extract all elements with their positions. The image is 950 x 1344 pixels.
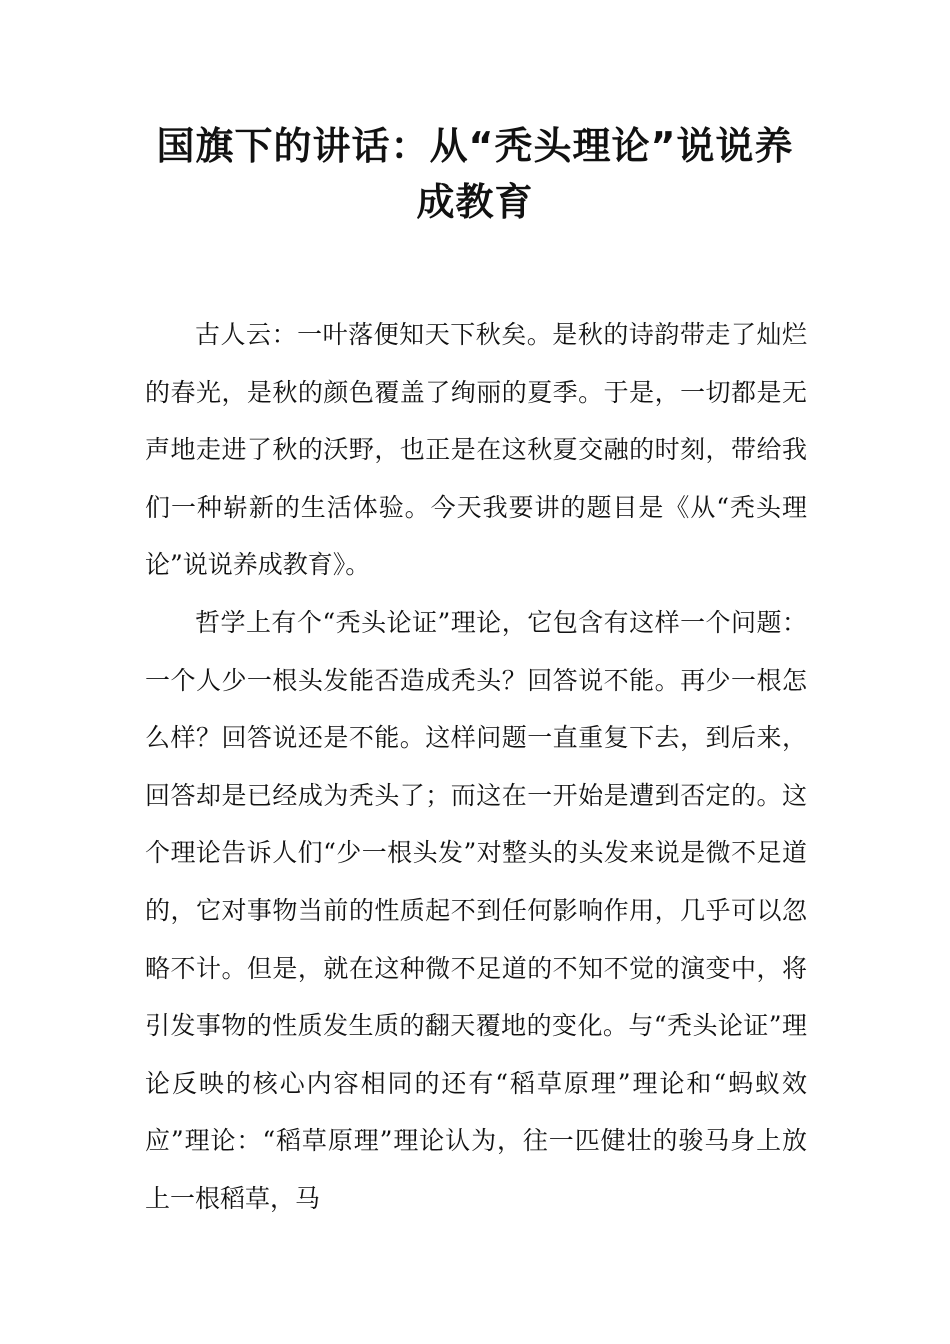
document-title: 国旗下的讲话：从“秃头理论”说说养成教育 — [156, 124, 794, 224]
document-body — [145, 306, 807, 1228]
paragraph-2: 哲学上有个“秃头论证”理论，它包含有这样一个问题：一个人少一根头发能否造成秃头？回答说不能。再少一根怎么样？回答说还是不能。这样问题一直重复下去，到后来，回答却是已经成为秃头了；而这在一开始是遭到否定的。这个理论告诉人们“少一根头发”对整头的头发来说是微不足道的，它对事物当前的性质起不到任何影响作用，几乎可以忽略不计。但是，就在这种微不足道的不知不觉的演变中，将引发事物的性质发生质的翻天覆地的变化。与“秃头论证”理论反映的核心内容相同的还有“稻草原理”理论和“蚂蚁效应”理论：“稻草原理”理论认为，往一匹健壮的骏马身上放上一根稻草，马 — [145, 607, 807, 1213]
paragraph-1: 古人云：一叶落便知天下秋矣。是秋的诗韵带走了灿烂的春光，是秋的颜色覆盖了绚丽的夏季。于是，一切都是无声地走进了秋的沃野，也正是在这秋夏交融的时刻，带给我们一种崭新的生活体验。今天我要讲的题目是《从“秃头理论”说说养成教育》。 — [145, 320, 807, 580]
